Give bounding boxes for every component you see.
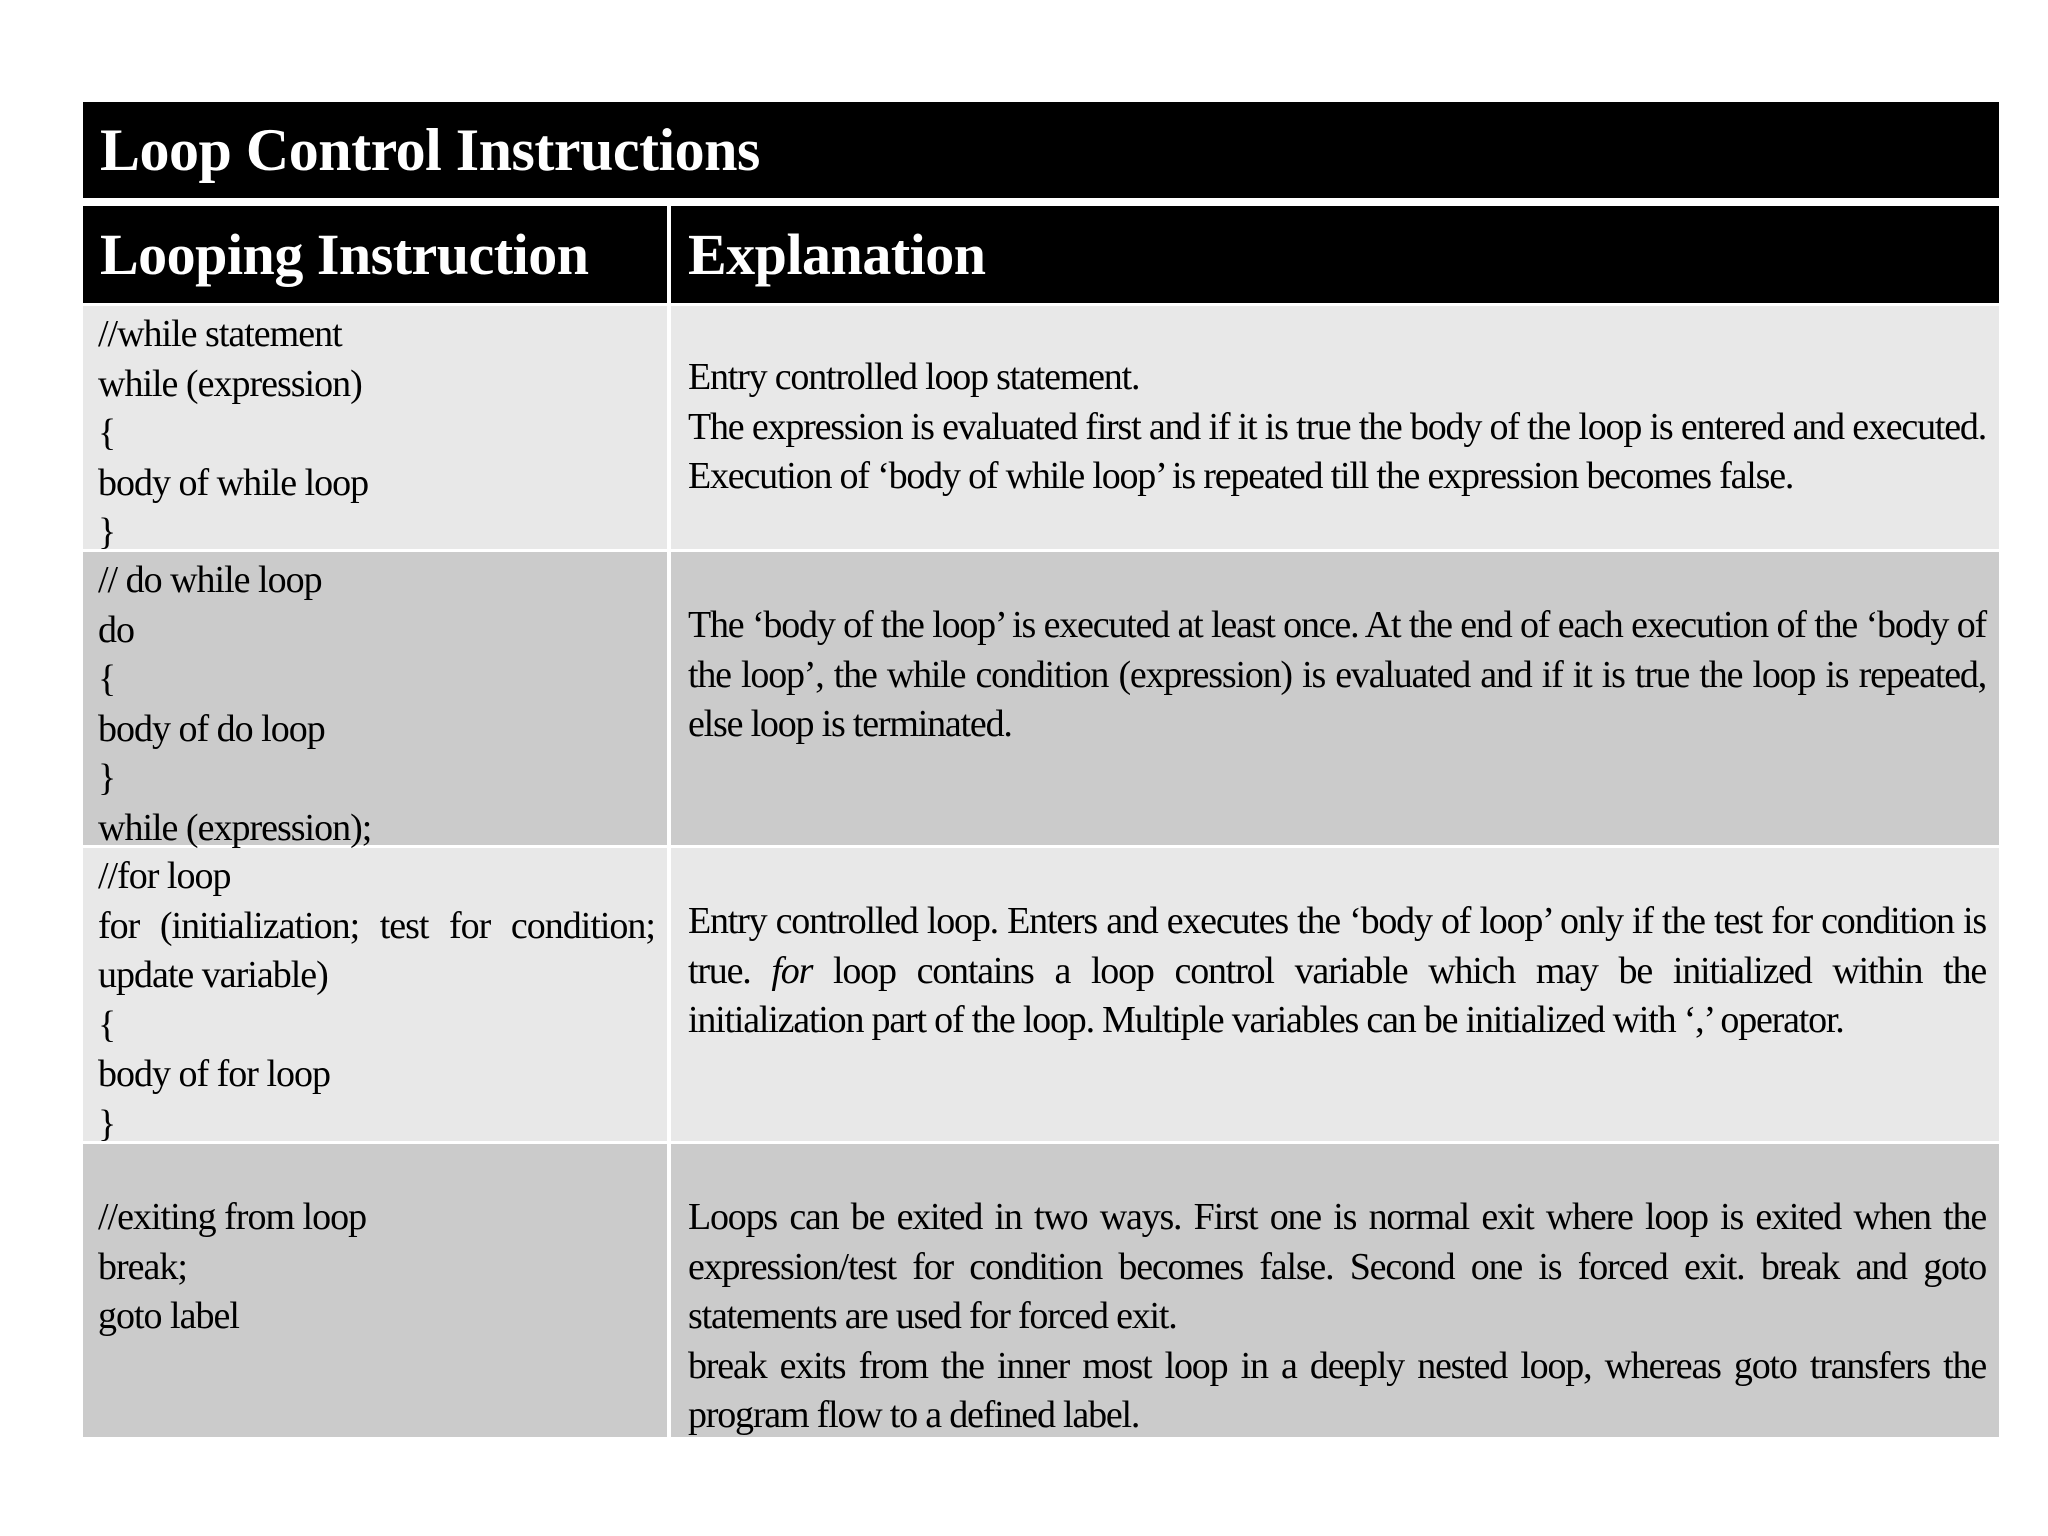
table-row-exit: [83, 1141, 1999, 1437]
table-row-do-while: [83, 549, 1999, 849]
code-line: while (expression): [98, 362, 362, 405]
code-line: update variable): [98, 954, 328, 996]
table-row-while: [83, 303, 1999, 553]
explanation-cell: [671, 552, 1999, 845]
header-row: [83, 206, 1999, 303]
loop-control-table: [83, 102, 1999, 1437]
code-line: body of do loop: [98, 707, 325, 750]
explanation-paragraph: Loops can be exited in two ways. First one is normal exit where loop is exited when the expression/test for condition becomes false. Second one is forced exit. break and goto statements are used for forced exit.: [688, 1196, 1986, 1337]
for-keyword: for: [771, 949, 813, 992]
instruction-cell: [83, 306, 671, 553]
explanation-text: [688, 601, 1986, 750]
code-line: goto label: [98, 1295, 239, 1337]
instruction-cell: [83, 1144, 671, 1437]
instruction-cell: [83, 848, 671, 1145]
explanation-part: Entry controlled loop. Enters and executes the ‘body of loop’ only if the test for condition is true.: [688, 900, 1986, 992]
header-looping-instruction: Looping Instruction: [83, 206, 671, 303]
explanation-cell: [671, 306, 1999, 549]
code-line: body of while loop: [98, 461, 369, 504]
explanation-cell: [671, 1144, 1999, 1437]
explanation-paragraph: The expression is evaluated first and if it is true the body of the loop is entered and executed. Execution of ‘body of while loop’ is repeated till the expression becomes false.: [688, 405, 1986, 498]
code-line: }: [98, 1102, 116, 1145]
code-line: //for loop: [98, 855, 231, 897]
code-line: while (expression);: [98, 806, 372, 849]
code-line: {: [98, 412, 116, 454]
title-separator: [83, 198, 1999, 206]
explanation-cell: [671, 848, 1999, 1141]
explanation-text: [688, 353, 1986, 502]
code-line: break;: [98, 1245, 187, 1288]
code-line: body of for loop: [98, 1053, 331, 1095]
explanation-paragraph: [688, 897, 1986, 1046]
code-line: do: [98, 608, 134, 651]
table-row-for: [83, 845, 1999, 1145]
code-line: //while statement: [98, 313, 342, 355]
explanation-paragraph: break exits from the inner most loop in a deeply nested loop, whereas goto transfers the program flow to a defined label.: [688, 1344, 1986, 1436]
explanation-paragraph: The ‘body of the loop’ is executed at least once. At the end of each execution of the ‘body of the loop’, the while condition (expression) is evaluated and if it is true the loop is repeated, else loop is terminated.: [688, 604, 1986, 745]
table-title: Loop Control Instructions: [100, 116, 760, 183]
explanation-paragraph: Entry controlled loop statement.: [688, 356, 1140, 399]
code-line: //exiting from loop: [98, 1196, 367, 1238]
code-line: {: [98, 1003, 116, 1046]
code-line: }: [98, 757, 116, 799]
instruction-cell: [83, 552, 671, 849]
table-title-bar: [83, 102, 1999, 198]
code-line: // do while loop: [98, 559, 322, 601]
explanation-part: loop contains a loop control variable which may be initialized within the initialization part of the loop. Multiple variables can be initialized with ‘,’ operator.: [688, 949, 1986, 1041]
explanation-text: [688, 897, 1986, 1046]
code-line: for (initialization; test for condition;: [98, 904, 655, 947]
code-line: }: [98, 511, 116, 553]
code-line: {: [98, 658, 116, 700]
explanation-text: [688, 1193, 1986, 1441]
header-explanation: Explanation: [688, 222, 986, 287]
